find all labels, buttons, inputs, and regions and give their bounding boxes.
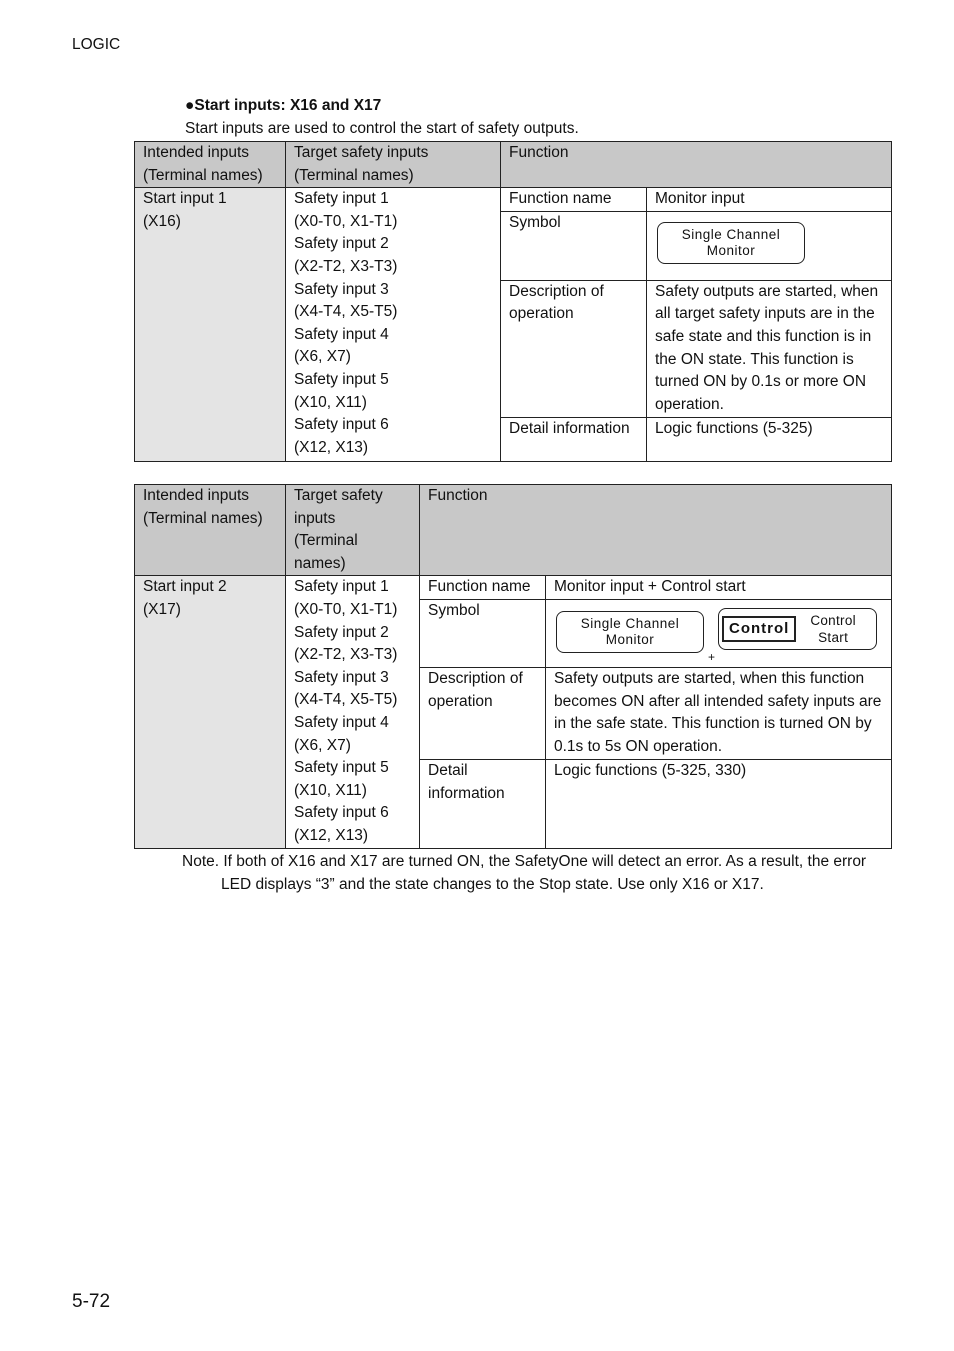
symbol-label: Symbol — [501, 211, 647, 280]
intended-input-cell: Start input 2 (X17) — [135, 576, 286, 849]
single-channel-monitor-symbol: Single Channel Monitor — [556, 611, 704, 653]
section-heading: ●Start inputs: X16 and X17 — [185, 97, 382, 114]
detail-information-value: Logic functions (5-325, 330) — [546, 759, 892, 848]
symbol-cell — [546, 599, 892, 667]
function-name-label: Function name — [501, 188, 647, 212]
note-text — [182, 850, 892, 896]
detail-information-value: Logic functions (5-325) — [647, 417, 892, 461]
description-value: Safety outputs are started, when this function becomes ON after all intended safety inputs are in the safe state. This function is turned ON by 0.1s to 5s ON operation. — [546, 667, 892, 759]
note-line-1: Note. If both of X16 and X17 are turned ON, the SafetyOne will detect an error. As a result, the error — [182, 853, 867, 870]
intended-input-cell: Start input 1 (X16) — [135, 188, 286, 462]
page-number: 5-72 — [72, 1291, 111, 1312]
plus-sign: + — [708, 649, 716, 664]
header-target-safety-inputs: Target safety inputs (Terminal names) — [286, 485, 420, 576]
intro-text: Start inputs are used to control the start of safety outputs. — [185, 120, 579, 137]
single-channel-monitor-symbol: Single Channel Monitor — [657, 222, 805, 264]
detail-information-label: Detail information — [420, 759, 546, 848]
symbol-cell — [647, 211, 892, 280]
header-intended-inputs: Intended inputs (Terminal names) — [135, 142, 286, 188]
header-target-safety-inputs: Target safety inputs (Terminal names) — [286, 142, 501, 188]
control-label-box: Control — [722, 616, 796, 642]
description-label: Description of operation — [501, 280, 647, 417]
control-start-text: Control Start — [810, 612, 856, 645]
start-input-2-table — [134, 484, 892, 849]
function-name-value: Monitor input — [647, 188, 892, 212]
start-input-1-table — [134, 141, 892, 462]
target-inputs-cell: Safety input 1 (X0-T0, X1-T1) Safety input 2 (X2-T2, X3-T3) Safety input 3 (X4-T4, X5-T5) Safety input 4 (X6, X7) Safety input 5 (X10, X11) Safety input 6 (X12, X13) — [286, 576, 420, 849]
header-intended-inputs: Intended inputs (Terminal names) — [135, 485, 286, 576]
symbol-label: Symbol — [420, 599, 546, 667]
detail-information-label: Detail information — [501, 417, 647, 461]
header-function: Function — [420, 485, 892, 576]
target-inputs-cell: Safety input 1 (X0-T0, X1-T1) Safety input 2 (X2-T2, X3-T3) Safety input 3 (X4-T4, X5-T5) Safety input 4 (X6, X7) Safety input 5 (X10, X11) Safety input 6 (X12, X13) — [286, 188, 501, 462]
control-start-symbol — [718, 608, 877, 650]
description-value: Safety outputs are started, when all target safety inputs are in the safe state and this function is in the ON state. This function is turned ON by 0.1s or more ON operation. — [647, 280, 892, 417]
running-header: LOGIC — [72, 36, 121, 53]
description-label: Description of operation — [420, 667, 546, 759]
function-name-value: Monitor input + Control start — [546, 576, 892, 600]
function-name-label: Function name — [420, 576, 546, 600]
header-function: Function — [501, 142, 892, 188]
note-line-2: LED displays “3” and the state changes to the Stop state. Use only X16 or X17. — [221, 876, 764, 893]
